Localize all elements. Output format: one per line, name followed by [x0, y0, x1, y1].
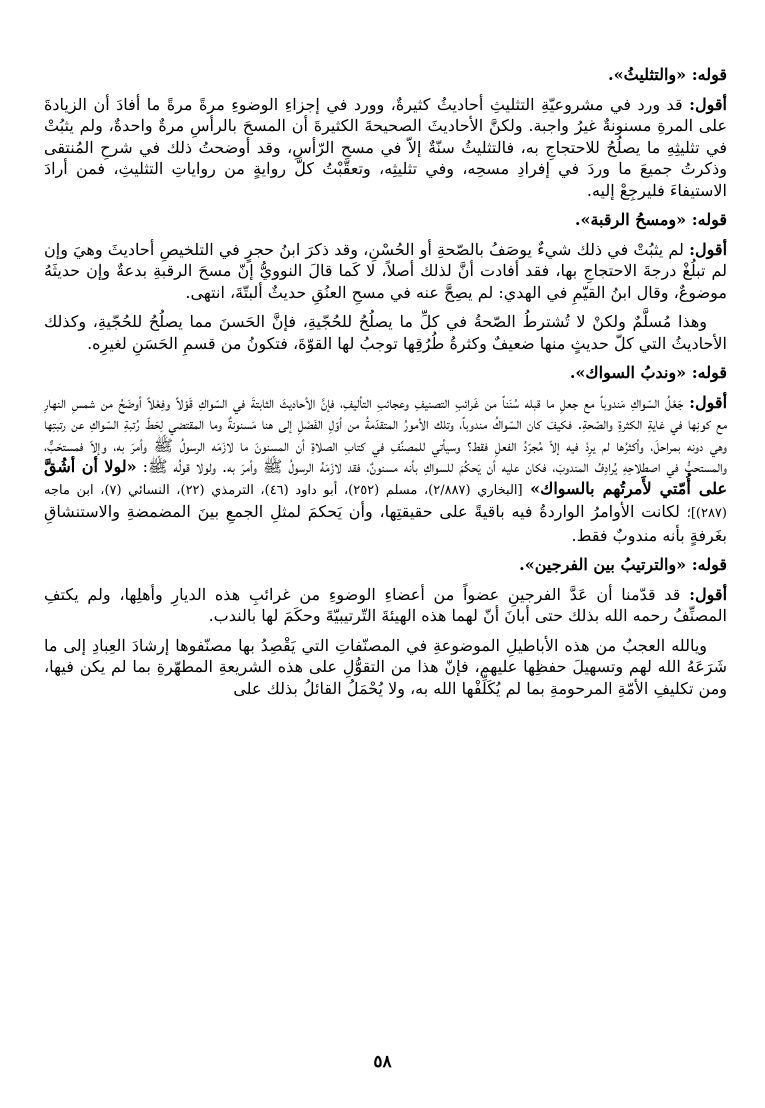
- qawl-label: قوله:: [691, 555, 727, 574]
- paragraph-hujjiyya: [44, 311, 727, 354]
- paragraph-raqaba: [44, 239, 727, 304]
- paragraph-tathlith: [44, 94, 727, 202]
- qawl-heading-raqaba: [44, 209, 727, 231]
- paragraph-text: قد قدّمنا أن عَدَّ الفرجينِ عضواً من أعضاءِ الوضوءِ من غرائبِ هذه الديارِ وأهلِها، ولم يكتفِ المصنِّفُ رحمه الله بذلك حتى أبانَ أنّ لهما هذه الهيئةَ التّرتيبيّةَ وحكَمَ لها بالندب.: [44, 584, 727, 625]
- aqulu-label: أقول:: [689, 94, 727, 114]
- aqulu-label: أقول:: [689, 584, 728, 604]
- paragraph-text: لم يثبُتْ في ذلك شيءٌ يوصَفُ بالصّحةِ أو الحُسْنِ، وقد ذكرَ ابنُ حجرٍ في التلخيصِ أحاديثَ وهيَ وإن لم تبلُغْ درجةَ الاحتجاجِ بها، فقد أفادت أنَّ لذلك أصلاً، لا كَما قالَ النوويُّ إنّ مسحَ الرقبةِ بدعةٌ وإن حديثَهُ موضوعٌ، وقال ابنُ القيّمِ في الهدي: لم يصِحَّ عنه في مسحِ العنُقِ حديثٌ ألبتّةَ، انتهى.: [44, 239, 728, 302]
- paragraph-abatil: [44, 635, 727, 700]
- hadith-quote: «لولا أن أشُقَّ على أُمّتي لأَمرتُهم بالسواك»: [44, 457, 727, 498]
- paragraph-text: جَعْلُ السّواكِ مَندوباً مع جعلِ ما قبله سُنَناً من غَرائبِ التصنيفِ وعجائبِ التأليفِ، فإنَّ الأحاديثَ الثابتةَ في السّواكِ قَوْلاً وفِعْلاً أوضَحُ من شمسِ النهارِ مع كونِها في غايةِ الكثرةِ والصّحةِ. فكيفَ كان السّواكُ مندوباً، وتلك الأمورُ المتقدّمةُ من أوّلِ الفَصْلِ إلى هنا مَسنونةٌ وما المقتضي لِحَطّ رُتبةِ السّواكِ عن رتبتِها وهي دونه بمراحلَ، وأكثرُها لم يرِدْ فيه إلاّ مُجرّدُ الفعلِ فقط؟ وسيأتي للمصنِّفِ في كتابِ الصلاةِ أن المسنونَ ما لازَمَه الرسولُ ﷺ وأمرَ به، وإلاّ فمستحَبٌّ، والمستحبُّ في اصطلاحِهِ يُرادِفُ المندوبَ، فكان عليه أن يَحكُمَ للسواكِ بأنه مسنونٌ، فقد لازَمَهُ الرسولُ ﷺ وأمرَ به. ولولا قولُه ﷺ:: [44, 392, 727, 476]
- paragraph-text: وهذا مُسلَّمٌ ولكنْ لا تُشترطُ الصّحةُ في كلِّ ما يصلُحُ للحُجّيةِ، فإنَّ الحَسنَ مما يصلُحُ للحُجّيةِ، وكذلك الأحاديثُ التي كلّ حديثٍ منها ضعيفٌ وكثرةُ طُرُقِها توجبُ لها القوّةَ، فتكونُ من قسمِ الحَسَنِ لغيرِه.: [44, 312, 727, 353]
- qawl-quote: «وندبُ السواك».: [569, 363, 687, 382]
- qawl-heading-tathlith: [44, 64, 727, 86]
- paragraph-tartib: [44, 584, 727, 627]
- aqulu-label: أقول:: [689, 239, 728, 259]
- qawl-quote: «ومسحُ الرقبة».: [574, 210, 687, 229]
- paragraph-text: لكانت الأوامرُ الواردةُ فيه باقيةً على حقيقتِها، وأن يَحكمَ لمثلِ الجمعِ بينَ المضمضةِ والاستنشاقِ بغَرفةٍ بأنه مندوبٌ فقط.: [44, 502, 727, 545]
- paragraph-text: ويالله العجبُ من هذه الأباطيلِ الموضوعةِ في المصنّفاتِ التي يَقْصِدُ بها مصنّفوها إرشادَ العِبادِ إلى ما شَرَعَهُ الله لهم وتسهيلَ حفظِها عليهم، فإنّ هذا من التقوُّلِ على هذه الشريعةِ المطهّرةِ بما لم يكن فيها، ومن تكليفِ الأمّةِ المرحومةِ بما لم يُكَلِّفْها الله به، ولا يُحْمَلُ القائلُ بذلك على: [44, 635, 727, 698]
- qawl-heading-siwak: [44, 362, 727, 384]
- qawl-quote: «والترتيبُ بين الفرجين».: [519, 555, 687, 574]
- qawl-heading-tartib: [44, 554, 727, 576]
- hadith-reference: [البخاري (٢/٨٨٧)، مسلم (٢٥٢)، أبو داود (٤٦)، الترمذي (٢٢)، النسائي (٧)، ابن ماجه (٢٨٧)]؛: [44, 482, 727, 521]
- page-body: [44, 64, 727, 699]
- qawl-label: قوله:: [691, 363, 727, 382]
- qawl-quote: «والتثليثُ».: [608, 65, 687, 84]
- aqulu-label: أقول:: [689, 392, 728, 412]
- qawl-label: قوله:: [691, 65, 727, 84]
- qawl-label: قوله:: [691, 210, 727, 229]
- paragraph-siwak: [44, 392, 727, 547]
- paragraph-text: قد ورد في مشروعيّةِ التثليثِ أحاديثُ كثيرةٌ، وورد في إجزاءِ الوضوءِ مرةً مرةً ما أفادَ أن الزيادةَ على المرةِ مسنونةٌ غيرُ واجبة. ولكنَّ الأحاديثَ الصحيحةَ الكثيرةَ أن المسحَ بالرأسِ مرةٌ واحدةٌ، ولم يثبُتْ في تثليثِهِ ما يصلُحُ للاحتجاجِ به، فالتثليثُ سنّةٌ إلاّ في مسحِ الرّأسِ، وقد أوضحتُ ذلك في شرحِ المُنتقى وذكرتُ جميعَ ما وردَ في إفرادِ مسحِه، وفي تثليثِه، وتعقّبْتُ كلَّ روايةٍ من رواياتِ التثليثِ، فمن أرادَ الاستيفاءَ فليرجِعْ إليه.: [44, 94, 727, 200]
- page-number: ٥٨: [373, 1052, 392, 1072]
